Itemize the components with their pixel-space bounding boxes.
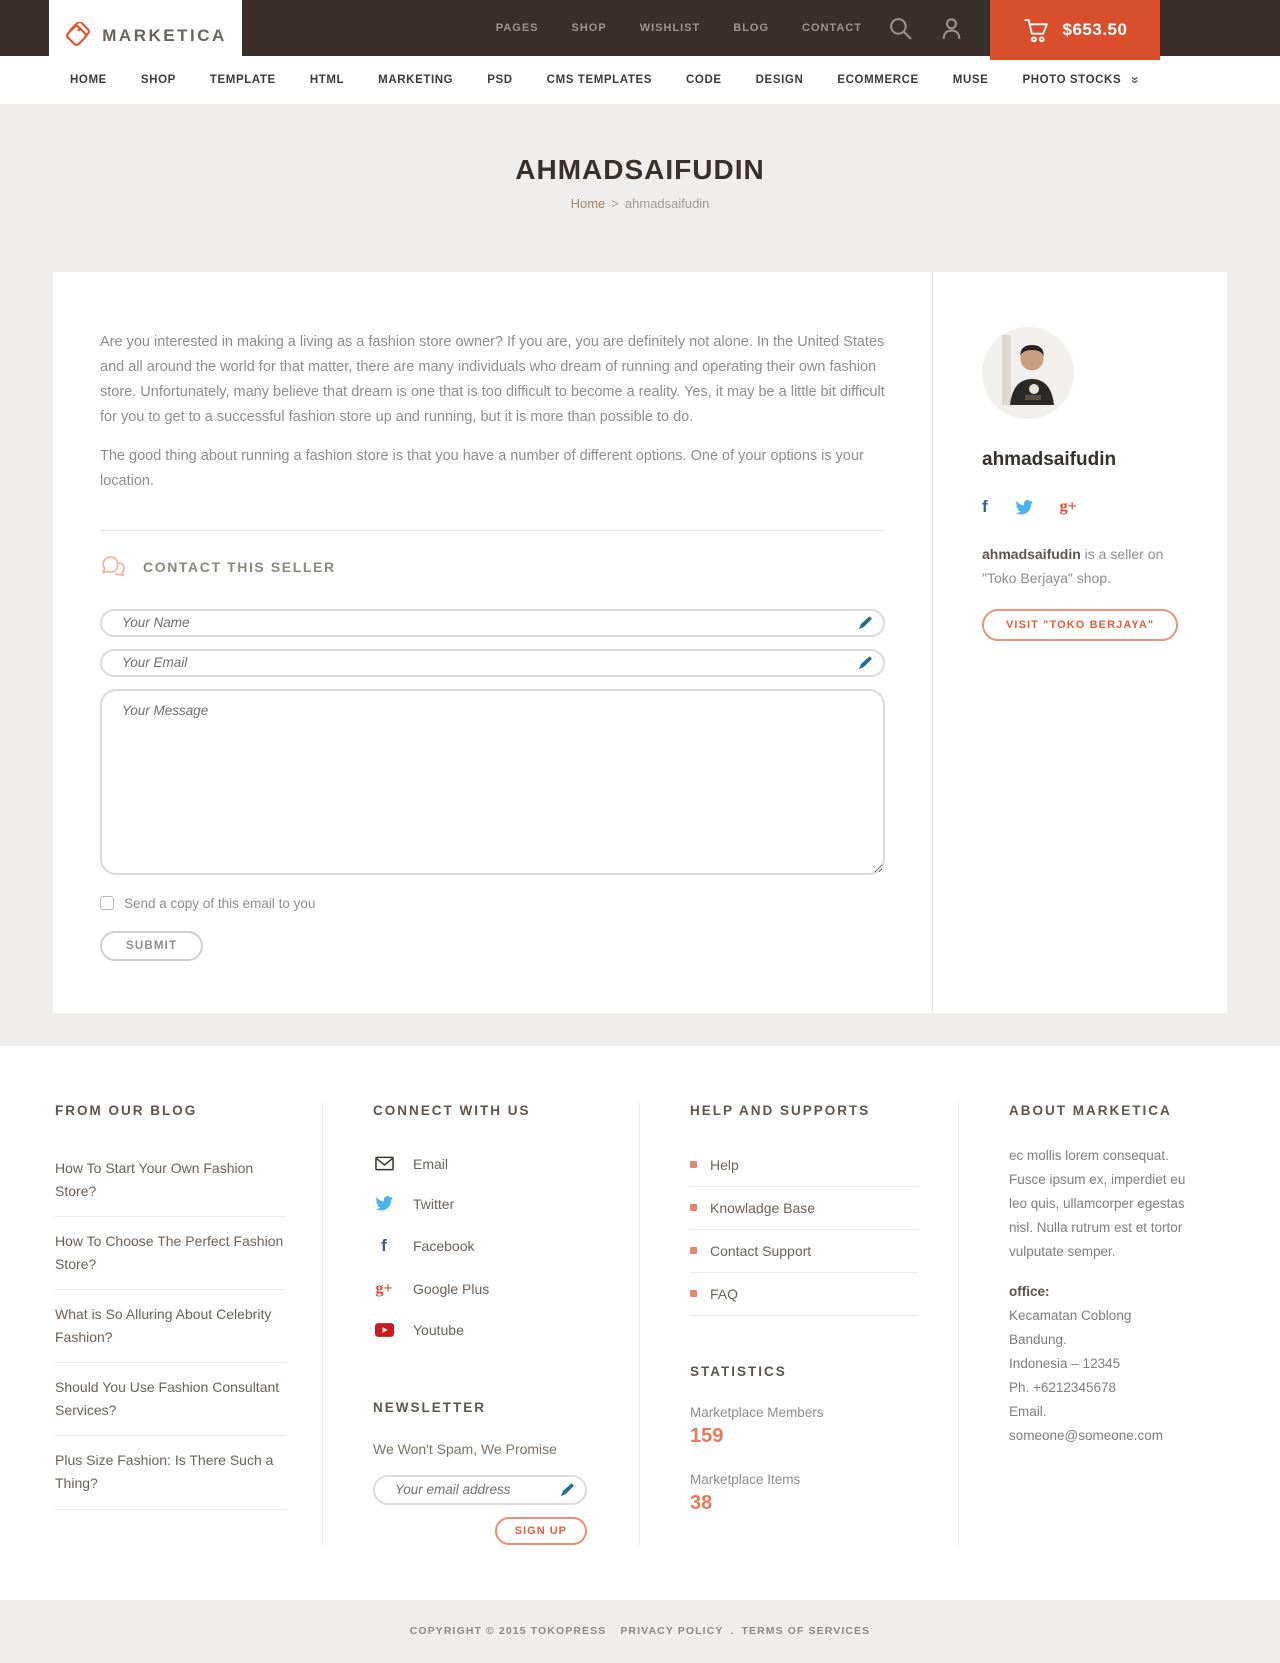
twitter-icon[interactable] (1015, 500, 1033, 515)
seller-avatar (982, 327, 1074, 419)
square-bullet-icon (690, 1161, 697, 1168)
search-icon[interactable] (888, 16, 913, 41)
address-line: Email. someone@someone.com (1009, 1403, 1164, 1443)
footer-connect-column (322, 1103, 639, 1545)
square-bullet-icon (690, 1247, 697, 1254)
breadcrumb-home-link[interactable]: Home (570, 196, 606, 211)
page-head (0, 104, 1280, 272)
privacy-policy-link[interactable]: PRIVACY POLICY (620, 1625, 724, 1638)
bottom-bar (0, 1600, 1280, 1663)
cart-button[interactable] (990, 0, 1160, 60)
bottom-separator: . (730, 1625, 735, 1638)
office-address (1009, 1280, 1199, 1448)
connect-youtube-link[interactable]: Youtube (373, 1310, 639, 1350)
breadcrumb (0, 196, 1280, 211)
square-bullet-icon (690, 1290, 697, 1297)
seller-sidebar (933, 272, 1227, 1013)
logo[interactable] (49, 0, 242, 72)
footer-about-heading: ABOUT MARKETICA (1009, 1102, 1172, 1118)
signup-button[interactable]: SIGN UP (495, 1517, 587, 1545)
user-icon[interactable] (939, 16, 964, 41)
menu-item-design[interactable]: DESIGN (755, 74, 804, 86)
menu-item-cms-templates[interactable]: CMS TEMPLATES (546, 74, 653, 86)
contact-support-link[interactable]: Contact Support (690, 1230, 918, 1273)
cart-icon (1023, 18, 1051, 43)
address-line: Bandung. (1009, 1331, 1067, 1347)
menu-item-code[interactable]: CODE (686, 74, 722, 86)
top-nav-shop[interactable]: SHOP (571, 22, 607, 34)
menu-item-muse[interactable]: MUSE (952, 74, 989, 86)
top-nav-pages[interactable]: PAGES (495, 22, 539, 34)
footer-help-heading: HELP AND SUPPORTS (690, 1102, 871, 1118)
footer (0, 1046, 1280, 1600)
top-nav-blog[interactable]: BLOG (733, 22, 770, 34)
visit-shop-button[interactable]: VISIT "TOKO BERJAYA" (982, 609, 1178, 641)
email-icon (373, 1156, 395, 1171)
contact-form (100, 609, 885, 961)
faq-link[interactable]: FAQ (690, 1273, 918, 1316)
footer-connect-heading: CONNECT WITH US (373, 1102, 531, 1118)
top-nav-contact[interactable]: CONTACT (802, 22, 862, 34)
menu-item-home[interactable]: HOME (70, 74, 107, 86)
menu-item-html[interactable]: HTML (309, 74, 345, 86)
seller-note-name: ahmadsaifudin (982, 546, 1081, 562)
footer-blog-column (53, 1103, 322, 1545)
newsletter-tagline: We Won't Spam, We Promise (373, 1440, 557, 1457)
google-plus-icon[interactable]: g+ (1059, 498, 1077, 515)
blog-post-link[interactable]: What is So Alluring About Celebrity Fashion? (55, 1290, 286, 1363)
menu-item-psd[interactable]: PSD (487, 74, 513, 86)
top-nav-wishlist[interactable]: WISHLIST (639, 22, 701, 34)
cart-total: $653.50 (1062, 20, 1128, 39)
copy-email-label: Send a copy of this email to you (124, 895, 316, 911)
office-label: office: (1009, 1283, 1050, 1299)
brand-name: MARKETICA (102, 26, 227, 45)
stat-members-label: Marketplace Members (690, 1404, 824, 1420)
connect-twitter-link[interactable]: Twitter (373, 1184, 639, 1224)
submit-button[interactable]: SUBMIT (100, 931, 203, 961)
address-line: Kecamatan Coblong (1009, 1307, 1132, 1323)
pen-icon (858, 656, 872, 675)
page-title: AHMADSAIFUDIN (515, 154, 765, 185)
menu-item-marketing[interactable]: MARKETING (378, 74, 454, 86)
contact-seller-heading: CONTACT THIS SELLER (143, 558, 336, 575)
seller-name: ahmadsaifudin (982, 449, 1117, 470)
connect-google-plus-link[interactable]: g+ Google Plus (373, 1268, 639, 1310)
menu-item-shop[interactable]: SHOP (140, 74, 176, 86)
content-panel (53, 272, 1227, 1013)
knowledge-base-link[interactable]: Knowladge Base (690, 1187, 918, 1230)
connect-email-link[interactable]: Email (373, 1144, 639, 1184)
blog-post-link[interactable]: How To Start Your Own Fashion Store? (55, 1144, 286, 1217)
blog-post-link[interactable]: Should You Use Fashion Consultant Services? (55, 1363, 286, 1436)
copyright-text: COPYRIGHT © 2015 TOKOPRESS (409, 1625, 607, 1638)
blog-post-link[interactable]: How To Choose The Perfect Fashion Store? (55, 1217, 286, 1290)
newsletter-heading: NEWSLETTER (373, 1399, 486, 1415)
footer-help-column (639, 1103, 958, 1545)
footer-about-column (958, 1103, 1227, 1545)
facebook-icon: f (381, 1235, 387, 1255)
youtube-icon (373, 1323, 395, 1337)
breadcrumb-separator: > (611, 196, 619, 211)
footer-blog-heading: FROM OUR BLOG (55, 1102, 198, 1118)
newsletter-email-input[interactable] (373, 1475, 587, 1505)
help-link[interactable]: Help (690, 1144, 918, 1187)
twitter-icon (373, 1196, 395, 1211)
connect-facebook-link[interactable]: f Facebook (373, 1224, 639, 1268)
stat-items-label: Marketplace Items (690, 1471, 801, 1487)
facebook-icon[interactable]: f (982, 497, 988, 516)
marketica-tag-icon (64, 22, 92, 50)
seller-article (53, 272, 933, 1013)
menu-item-template[interactable]: TEMPLATE (209, 74, 276, 86)
google-plus-icon: g+ (375, 1279, 393, 1297)
seller-note-text: is a seller on "Toko Berjaya" shop. (982, 546, 1164, 586)
top-header (0, 0, 1280, 56)
chat-bubbles-icon (100, 555, 127, 579)
blog-post-link[interactable]: Plus Size Fashion: Is There Such a Thing? (55, 1436, 286, 1509)
pen-icon (858, 616, 872, 635)
top-nav (496, 22, 862, 34)
article-paragraph: The good thing about running a fashion store is that you have a number of different options. One of your options is your location. (100, 447, 864, 489)
stat-members-value: 159 (690, 1424, 724, 1447)
article-paragraph: Are you interested in making a living as a fashion store owner? If you are, you are definitely not alone. In the United States and all around the world for that matter, there are many individuals who dream of running and operating their own fashion store. Unfortunately, many believe that dream is one that is too difficult to become a reality. Yes, it may be a little bit difficult for you to get to a successful fashion store up and running, but it is more than possible to do. (100, 334, 885, 425)
seller-note (982, 543, 1199, 591)
name-input[interactable] (100, 609, 885, 637)
copy-email-checkbox[interactable] (100, 896, 114, 910)
contact-seller-section (100, 530, 885, 961)
email-input[interactable] (100, 649, 885, 677)
pen-icon (560, 1483, 574, 1502)
address-line: Ph. +6212345678 (1009, 1379, 1116, 1395)
menu-item-photo-stocks[interactable]: PHOTO STOCKS (1022, 74, 1122, 86)
about-text: ec mollis lorem consequat. Fusce ipsum ex, imperdiet eu leo quis, ullamcorper egestas nisl. Nulla rutrum est et tortor vulputate semper. (1009, 1147, 1186, 1259)
seller-social-links (982, 497, 1199, 517)
square-bullet-icon (690, 1204, 697, 1211)
terms-link[interactable]: TERMS OF SERVICES (741, 1625, 871, 1638)
chevron-double-down-icon[interactable]: » (1128, 76, 1145, 84)
message-input[interactable] (100, 689, 885, 875)
address-line: Indonesia – 12345 (1009, 1355, 1121, 1371)
menu-item-ecommerce[interactable]: ECOMMERCE (837, 74, 919, 86)
statistics-heading: STATISTICS (690, 1363, 787, 1379)
breadcrumb-current: ahmadsaifudin (624, 196, 710, 211)
stat-items-value: 38 (690, 1491, 713, 1514)
